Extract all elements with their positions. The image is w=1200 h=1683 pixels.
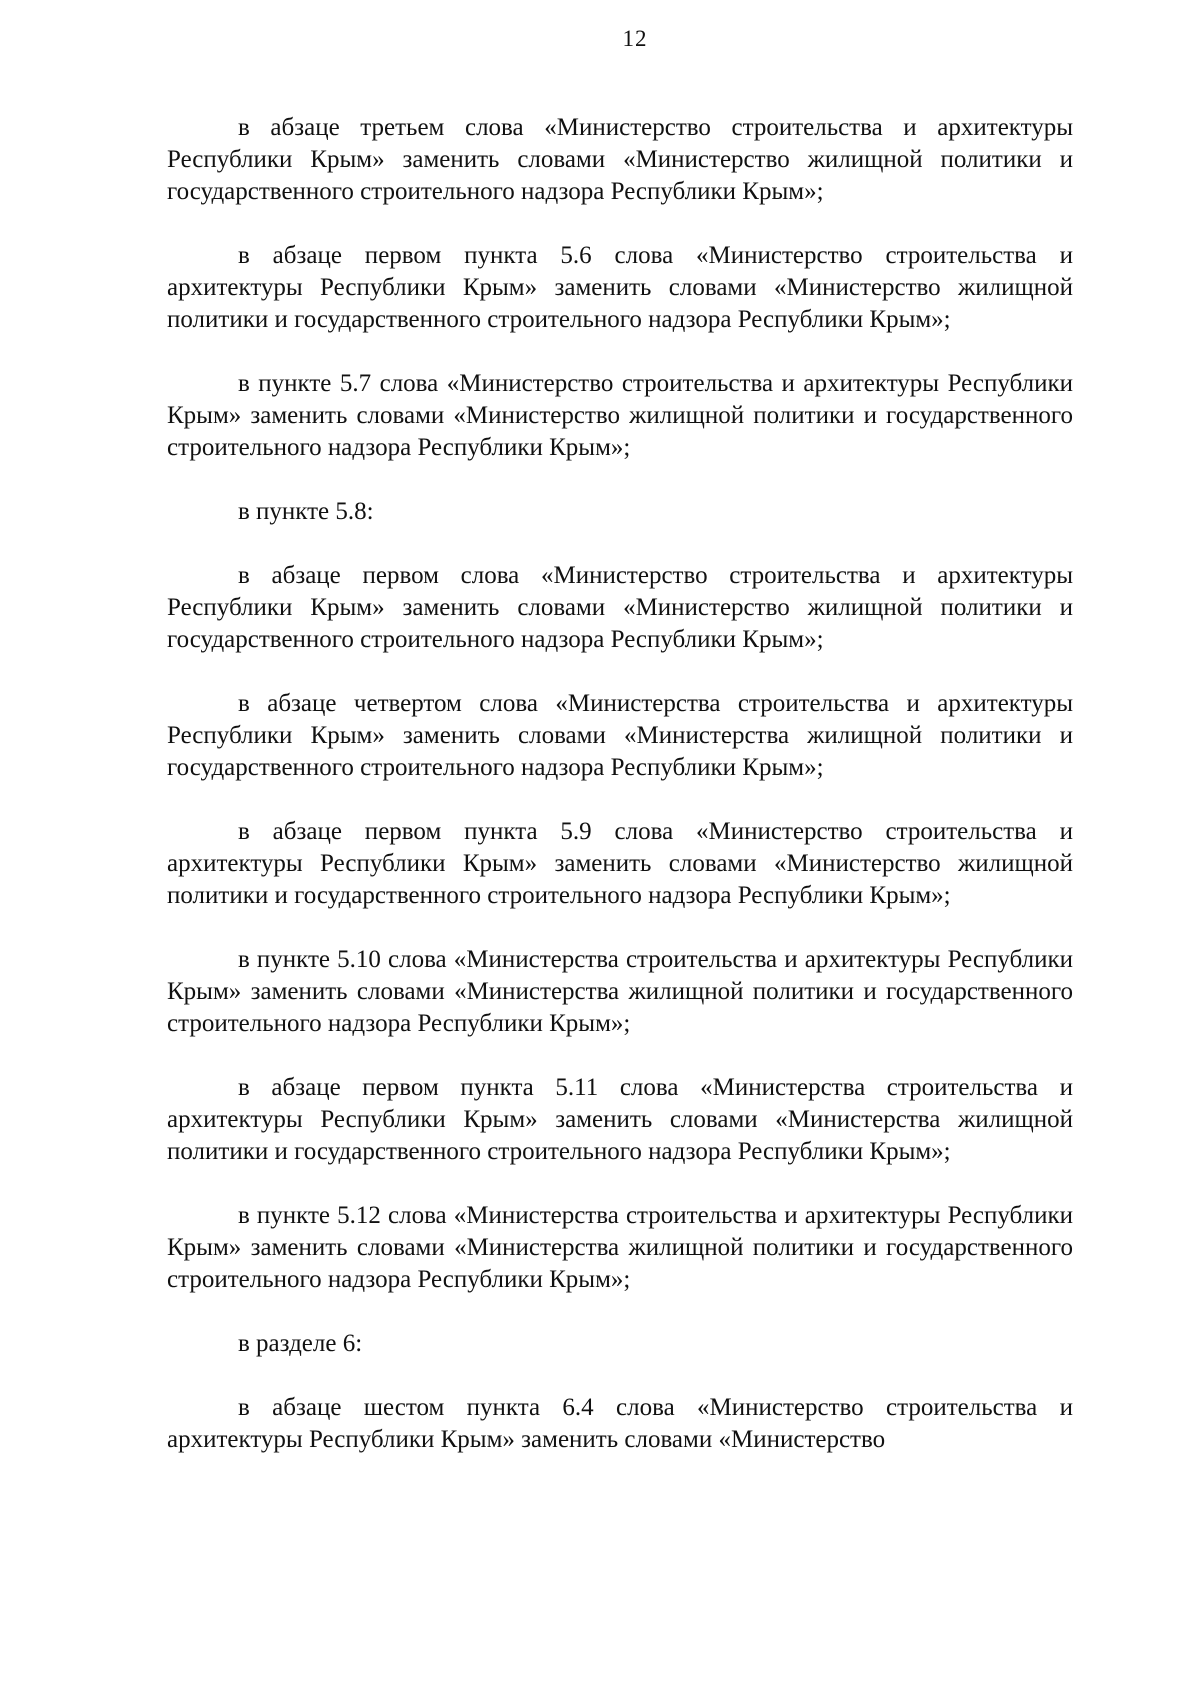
paragraph-5: в абзаце первом слова «Министерство строительства и архитектуры Республики Крым» заменить словами «Министерство жилищной политики и государственного строительного надзора Республики Крым»;	[167, 562, 1073, 653]
document-body	[167, 112, 1073, 1456]
paragraph-9: в абзаце первом пункта 5.11 слова «Министерства строительства и архитектуры Республики Крым» заменить словами «Министерства жилищной политики и государственного строительного надзора Республики Крым»;	[167, 1074, 1073, 1165]
paragraph-12: в абзаце шестом пункта 6.4 слова «Министерство строительства и архитектуры Республики Крым» заменить словами «Министерство	[167, 1394, 1073, 1453]
paragraph-3: в пункте 5.7 слова «Министерство строительства и архитектуры Республики Крым» заменить словами «Министерство жилищной политики и государственного строительного надзора Республики Крым»;	[167, 370, 1073, 461]
paragraph-4: в пункте 5.8:	[238, 498, 374, 525]
paragraph-1: в абзаце третьем слова «Министерство строительства и архитектуры Республики Крым» заменить словами «Министерство жилищной политики и государственного строительного надзора Республики Крым»;	[167, 114, 1073, 205]
page-number: 12	[622, 26, 648, 51]
paragraph-2: в абзаце первом пункта 5.6 слова «Министерство строительства и архитектуры Республики Крым» заменить словами «Министерство жилищной политики и государственного строительного надзора Республики Крым»;	[167, 242, 1073, 333]
paragraph-8: в пункте 5.10 слова «Министерства строительства и архитектуры Республики Крым» заменить словами «Министерства жилищной политики и государственного строительного надзора Республики Крым»;	[167, 946, 1073, 1037]
paragraph-6: в абзаце четвертом слова «Министерства строительства и архитектуры Республики Крым» заменить словами «Министерства жилищной политики и государственного строительного надзора Республики Крым»;	[167, 690, 1073, 781]
paragraph-7: в абзаце первом пункта 5.9 слова «Министерство строительства и архитектуры Республики Крым» заменить словами «Министерство жилищной политики и государственного строительного надзора Республики Крым»;	[167, 818, 1073, 909]
paragraph-11: в разделе 6:	[238, 1330, 363, 1357]
paragraph-10: в пункте 5.12 слова «Министерства строительства и архитектуры Республики Крым» заменить словами «Министерства жилищной политики и государственного строительного надзора Республики Крым»;	[167, 1202, 1073, 1293]
